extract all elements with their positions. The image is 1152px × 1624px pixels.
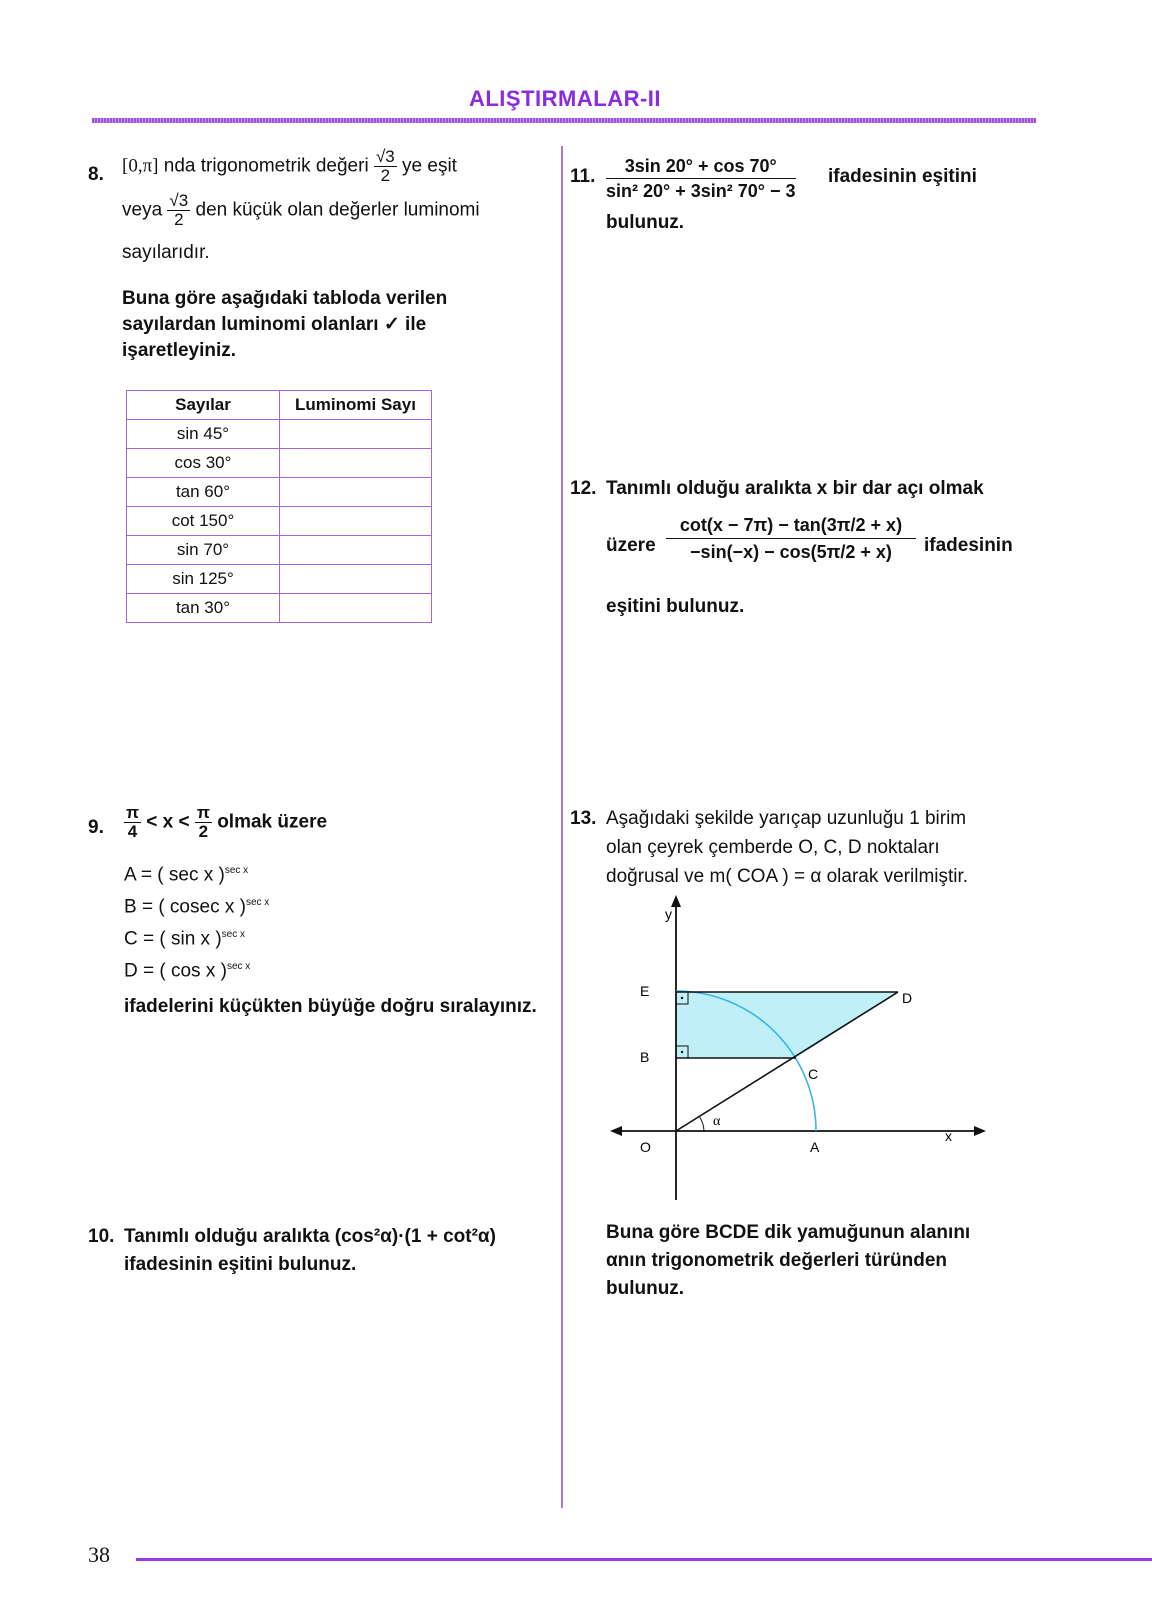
- label-a: A: [810, 1139, 820, 1155]
- q13-line2: olan çeyrek çemberde O, C, D noktaları: [606, 837, 940, 858]
- table-header-luminomi: Luminomi Sayı: [280, 391, 432, 420]
- table-header-sayilar: Sayılar: [127, 391, 280, 420]
- q11-numerator: 3sin 20° + cos 70°: [606, 154, 796, 179]
- table-cell-check[interactable]: [280, 594, 432, 623]
- table-cell-number: cot 150°: [127, 507, 280, 536]
- q9-frac-2: $\frac{\pi}{2}$: [196, 803, 210, 841]
- alpha-arc: [699, 1116, 704, 1131]
- q8-fraction-2: $\frac{√3}{2}$: [169, 191, 189, 229]
- table-row: [127, 507, 432, 536]
- q12-line3: eşitini bulunuz.: [606, 596, 745, 617]
- q8-line2: veya $\frac{√3}{2}$ den küçük olan değerler luminomi: [122, 191, 480, 229]
- table-cell-check[interactable]: [280, 449, 432, 478]
- label-d: D: [902, 990, 913, 1006]
- label-y: y: [665, 906, 672, 922]
- q11-fraction: [606, 154, 796, 203]
- table-cell-number: tan 60°: [127, 478, 280, 507]
- table-row: [127, 478, 432, 507]
- q12-uzere: üzere: [606, 535, 656, 556]
- quarter-circle-figure: [600, 895, 1000, 1200]
- q12-line1: Tanımlı olduğu aralıkta x bir dar açı olmak: [606, 478, 984, 499]
- q8-bold-1: Buna göre aşağıdaki tabloda verilen: [122, 288, 448, 309]
- q8-line1: [122, 148, 457, 185]
- table-cell-check[interactable]: [280, 536, 432, 565]
- label-x: x: [945, 1128, 952, 1144]
- right-angle-b-dot: [681, 1051, 683, 1053]
- label-o: O: [640, 1139, 651, 1155]
- table-cell-number: sin 70°: [127, 536, 280, 565]
- q8-line3: sayılarıdır.: [122, 242, 210, 263]
- q9-number: 9.: [88, 817, 104, 838]
- q13-bold-2: αnın trigonometrik değerleri türünden: [606, 1250, 948, 1271]
- table-cell-check[interactable]: [280, 420, 432, 449]
- y-arrow: [671, 895, 681, 907]
- q13-line1: Aşağıdaki şekilde yarıçap uzunluğu 1 birim: [606, 808, 967, 829]
- q12-denominator: −sin(−x) − cos(5π/2 + x): [690, 542, 892, 562]
- table-cell-check[interactable]: [280, 478, 432, 507]
- q12-number: 12.: [570, 478, 597, 499]
- q8-bold-3: işaretleyiniz.: [122, 340, 237, 361]
- q11-line2: bulunuz.: [606, 212, 685, 233]
- q13-bold-3: bulunuz.: [606, 1278, 685, 1299]
- q9-frac-1: $\frac{\pi}{4}$: [126, 803, 140, 841]
- table-row: [127, 565, 432, 594]
- table-cell-number: sin 125°: [127, 565, 280, 594]
- q10-number: 10.: [88, 1226, 115, 1247]
- page-number: 38: [88, 1542, 110, 1567]
- q8-fraction: $\frac{√3}{2}$: [375, 147, 395, 185]
- q10-line2: ifadesinin eşitini bulunuz.: [124, 1254, 357, 1275]
- table-row: [127, 420, 432, 449]
- q11-denominator: sin² 20° + 3sin² 70° − 3: [606, 181, 796, 201]
- q13-bold-1: Buna göre BCDE dik yamuğunun alanını: [606, 1222, 971, 1243]
- label-b: B: [640, 1049, 650, 1065]
- right-angle-e-dot: [681, 997, 683, 999]
- column-divider: [561, 146, 563, 1508]
- q8-interval: [0,π]: [122, 155, 159, 177]
- page-title: ALIŞTIRMALAR-II: [468, 86, 662, 111]
- q12-fraction: [666, 512, 916, 565]
- table-body: [127, 420, 432, 623]
- q10-line1: Tanımlı olduğu aralıkta (cos²α)·(1 + cot²α): [124, 1226, 496, 1247]
- q9-c: C = ( sin x )$^{sec x}$: [124, 928, 245, 950]
- label-c: C: [808, 1066, 819, 1082]
- x-arrow-right: [974, 1126, 986, 1136]
- table-cell-number: sin 45°: [127, 420, 280, 449]
- table-row: [127, 449, 432, 478]
- q9-instruction: ifadelerini küçükten büyüğe doğru sıralayınız.: [124, 996, 537, 1017]
- q8-number: 8.: [88, 164, 104, 185]
- trapezoid-bcde: [676, 992, 898, 1058]
- x-arrow-left: [610, 1126, 622, 1136]
- q11-tail: ifadesinin eşitini: [828, 166, 977, 187]
- table-cell-number: tan 30°: [127, 594, 280, 623]
- table-cell-check[interactable]: [280, 565, 432, 594]
- q11-number: 11.: [570, 166, 596, 187]
- luminomi-table: [126, 390, 432, 623]
- q9-b: B = ( cosec x )$^{sec x}$: [124, 896, 270, 918]
- q8-bold-2: sayılardan luminomi olanları ✓ ile: [122, 314, 427, 335]
- table-cell-check[interactable]: [280, 507, 432, 536]
- q12-numerator: cot(x − 7π) − tan(3π/2 + x): [666, 512, 916, 539]
- table-cell-number: cos 30°: [127, 449, 280, 478]
- title-rule: [92, 118, 1036, 123]
- table-row: [127, 594, 432, 623]
- q13-line3: doğrusal ve m( COA ) = α olarak verilmiştir.: [606, 866, 969, 887]
- table-row: [127, 536, 432, 565]
- q9-d: D = ( cos x )$^{sec x}$: [124, 960, 251, 982]
- q12-tail: ifadesinin: [924, 535, 1013, 556]
- label-alpha: α: [713, 1114, 721, 1129]
- footer-rule: [136, 1558, 1152, 1561]
- q8-line1-a: nda trigonometrik değeri: [163, 155, 369, 177]
- q13-number: 13.: [570, 808, 597, 829]
- q9-a: A = ( sec x )$^{sec x}$: [124, 864, 249, 886]
- q8-line1-b: ye eşit: [402, 155, 457, 177]
- q9-condition: $\frac{\pi}{4}$ < x < $\frac{\pi}{2}$ olmak üzere: [126, 803, 328, 841]
- label-e: E: [640, 983, 650, 999]
